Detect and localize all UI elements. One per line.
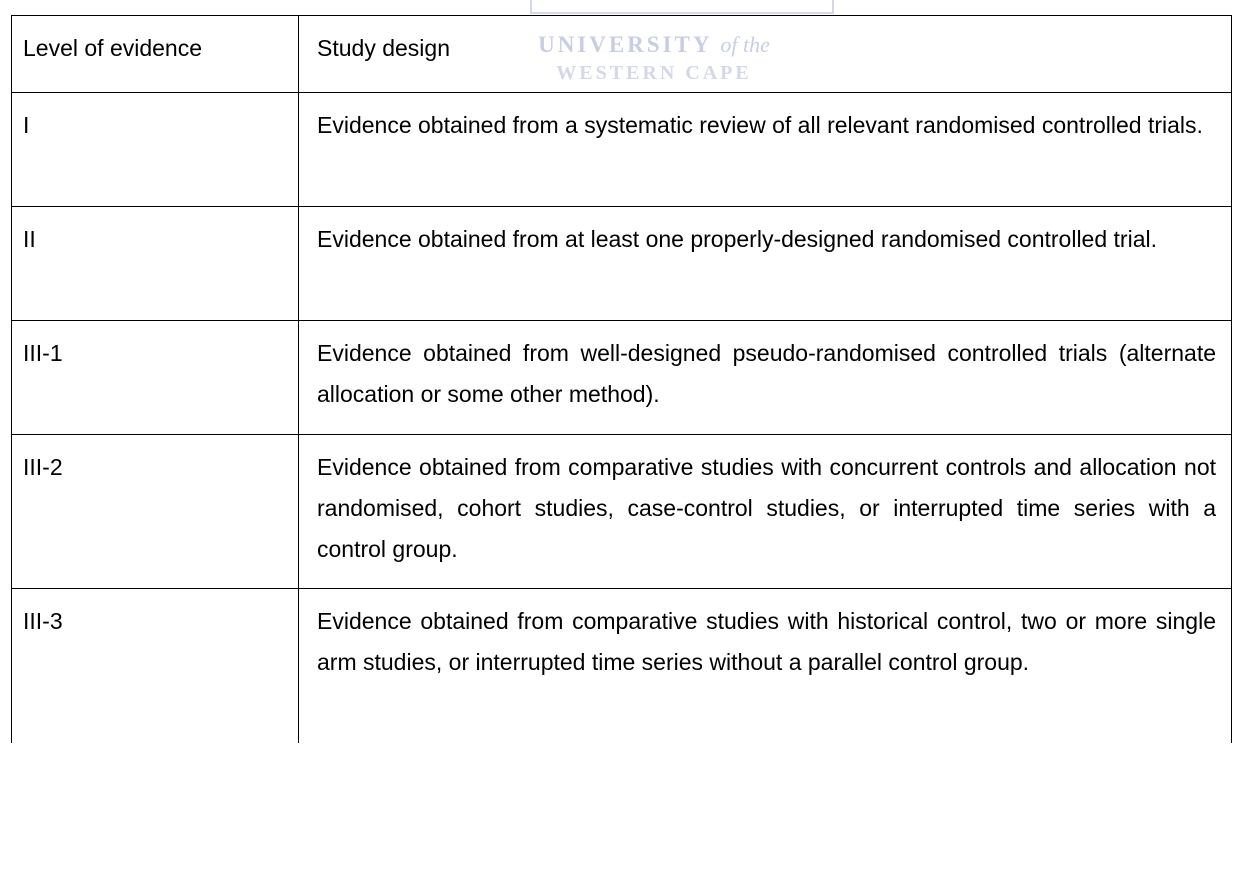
level-cell: III-1 <box>12 321 299 435</box>
study-design-cell: Evidence obtained from comparative studies with historical control, two or more single arm studies, or interrupted time series without a parallel control group. <box>299 589 1232 744</box>
table-row <box>12 435 1232 589</box>
watermark-crest-edge <box>530 0 834 14</box>
header-level-of-evidence: Level of evidence <box>12 16 299 93</box>
study-design-cell: Evidence obtained from at least one properly-designed randomised controlled trial. <box>299 207 1232 321</box>
level-cell: I <box>12 93 299 207</box>
table-row <box>12 321 1232 435</box>
study-design-cell: Evidence obtained from well-designed pseudo-randomised controlled trials (alternate allocation or some other method). <box>299 321 1232 435</box>
header-study-design: Study design <box>299 16 1232 93</box>
level-cell: II <box>12 207 299 321</box>
table-row <box>12 207 1232 321</box>
watermark-of-the: of the <box>720 32 770 57</box>
study-design-cell: Evidence obtained from a systematic review of all relevant randomised controlled trials. <box>299 93 1232 207</box>
level-cell: III-2 <box>12 435 299 589</box>
watermark-university: UNIVERSITY <box>538 32 712 57</box>
table-row <box>12 93 1232 207</box>
levels-of-evidence-table <box>11 15 1232 743</box>
table-row <box>12 589 1232 744</box>
study-design-cell: Evidence obtained from comparative studies with concurrent controls and allocation not randomised, cohort studies, case-control studies, or interrupted time series with a control group. <box>299 435 1232 589</box>
watermark-western-cape: WESTERN CAPE <box>556 62 752 84</box>
table-header-row <box>12 16 1232 93</box>
level-cell: III-3 <box>12 589 299 744</box>
